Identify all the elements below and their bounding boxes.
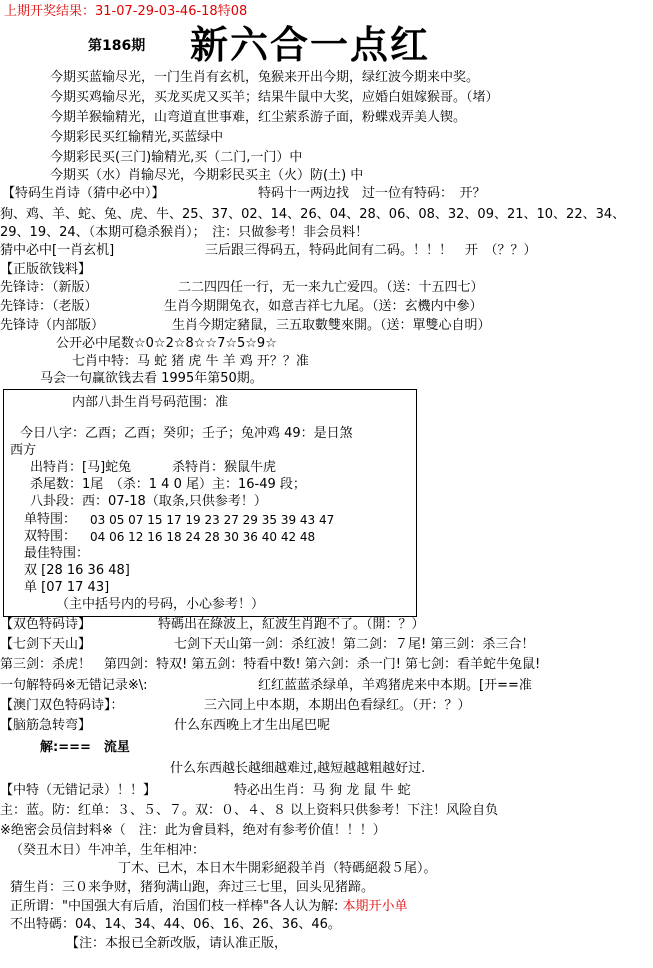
poem-tag: 【特码生肖诗（猜中必中）】: [2, 186, 165, 201]
buchu-line: 不出特碼：04、14、34、44、06、16、26、36、46。: [10, 917, 341, 932]
riddle-answer: 解:=== 流星: [40, 740, 130, 755]
intro-line: 今期羊猴输精光，山弯道直世事难，红尘萦系游子面，粉蝶戏弄美人锲。: [50, 110, 467, 125]
dan-best: 单 [07 17 43]: [24, 580, 110, 595]
xianfeng-text: 二二四四任一行，无一来九亡爱四。（送：十五四七）: [178, 280, 484, 295]
xianfeng-text: 生肖今期開兔衣，如意吉祥七九尾。（送：玄機内中參）: [164, 299, 483, 314]
naojin-tag: 【脑筋急转弯】: [0, 718, 92, 733]
color-text: 特碼出在綠波上，紅波生肖跑不了。（開：？）: [158, 617, 425, 632]
zhengban-tag: 【正版欲钱料】: [0, 262, 92, 277]
poem-numbers-2: 29、19、24、（本期可稳杀猴肖）； 注：只做参考！非会员料！: [0, 225, 369, 240]
dan-label: 单特围：: [24, 512, 77, 527]
intro-line: 今期彩民买(三门)输精光,买（二门,一门）中: [50, 150, 303, 165]
zhongte-tag: 【中特（无错记录）！！】: [0, 783, 157, 798]
horse-line: 马会一句赢欲钱去看 1995年第50期。: [40, 371, 263, 386]
last-result: 上期开奖结果：31-07-29-03-46-18特08: [4, 4, 248, 19]
riddle-text: 什么东西越长越细越难过,越短越越粗越好过.: [170, 761, 426, 776]
poem-text: 特码十一两边找 过一位有特码： 开？: [258, 186, 486, 201]
box-note: （主中括号内的号码，小心参考！）: [56, 597, 265, 612]
zhu-line: 主：蓝。防：红单：３、５、７。双：０、４、８ 以上资料只供参考！下注！风险自负: [0, 803, 499, 818]
sha-wei-shu: 杀尾数：1尾 （杀：1 4 0 尾）主：16-49 段；: [30, 477, 306, 492]
bagua-duan: 八卦段：西：07-18（取条,只供参考！）: [30, 494, 267, 509]
zhongte-text: 特必出生肖：马 狗 龙 鼠 牛 蛇: [234, 783, 411, 798]
yiju-tag: 一句解特码※无错记录※\:: [0, 678, 148, 693]
cai-line: 猜生肖：三０来争财，猪狗满山跑，奔过三七里，回头见猪蹄。: [10, 880, 375, 895]
zhengjie-answer: 本期开小单: [342, 899, 408, 914]
box-title: 内部八卦生肖号码范围：准: [72, 395, 229, 410]
poem-numbers: 狗、鸡、羊、蛇、兔、虎、牛、25、37、02、14、26、04、28、06、08、32、09、21、10、22、34、: [0, 207, 626, 222]
zhengjie-text: 正所谓："中国强大有后盾，治国们枝一样棒"各人认为解:: [10, 899, 339, 914]
xianfeng-label: 先锋诗：（老版）: [0, 299, 98, 314]
aomen-tag: 【澳门双色特码诗】：: [0, 698, 124, 713]
aomen-text: 三六同上中本期，本期出色看绿红。（开：？）: [204, 698, 471, 713]
shuang-label: 双特围：: [24, 529, 77, 544]
intro-line: 今期彩民买红输精光,买蓝绿中: [50, 130, 224, 145]
intro-line: 今期买（水）肖输尽光，今期彩民买主（火）防(土) 中: [50, 168, 364, 183]
jimi-line: ※绝密会员信封料※（ 注：此为會員料，绝对有参考价值！！！）: [0, 823, 386, 838]
bazi-2: 西方: [10, 443, 37, 458]
color-tag: 【双色特码诗】: [0, 617, 92, 632]
xianfeng-label: 先锋诗（内部版）: [0, 318, 105, 333]
naojin-text: 什么东西晚上才生出尾巴呢: [174, 718, 331, 733]
qijian-text: 七剑下天山第一剑：杀红波！第二剑：７尾! 第三剑：杀三合！: [174, 637, 535, 652]
qijian-line-2: 第三剑：杀虎！ 第四剑：特双! 第五剑：特看中数! 第六剑：杀一门! 第七剑：看羊蛇牛兔鼠!: [0, 657, 541, 672]
seven-line: 七肖中特：马 蛇 猪 虎 牛 羊 鸡 开？？准: [72, 354, 309, 369]
qijian-tag: 【七剑下天山】: [0, 637, 92, 652]
tail-line: 公开必中尾数☆0☆2☆8☆☆7☆5☆9☆: [56, 336, 277, 351]
footer-note: 【注：本报已全新改版，请认准正版，: [66, 936, 288, 951]
dan-numbers: 03 05 07 15 17 19 23 27 29 35 39 43 47: [90, 513, 335, 527]
guess-tag: 猜中必中[一肖玄机]: [0, 243, 115, 258]
xianfeng-label: 先锋诗：（新版）: [0, 280, 98, 295]
shuang-best: 双 [28 16 36 48]: [24, 563, 130, 578]
page-title: 新六合一点红: [190, 22, 431, 67]
issue-number: 第186期: [88, 38, 146, 54]
bazi: 今日八字：乙酉；乙酉；癸卯；壬子；兔冲鸡 49：是日煞: [20, 426, 353, 441]
xianfeng-text: 生肖今期定豬鼠，三五取數雙來開。（送：單雙心自明）: [172, 318, 491, 333]
shuang-numbers: 04 06 12 16 18 24 28 30 36 40 42 48: [90, 530, 316, 544]
guess-text: 三后跟三得码五，特码此间有二码。！！！ 开 （？？）: [205, 243, 537, 258]
zhengjie-line: [10, 899, 408, 915]
dingmu-line: 丁木、已木，本日木牛開彩絕殺羊肖（特碼絕殺５尾）。: [118, 861, 437, 876]
chu-te-xiao: 出特肖：[马]蛇兔: [30, 460, 132, 475]
yiju-text: 红红蓝蓝杀绿单，羊鸡猪虎来中本期。[开==准: [258, 678, 532, 693]
intro-line: 今期买蓝输尽光，一门生肖有玄机，兔猴来开出今期，绿红波今期来中奖。: [50, 70, 480, 85]
best-label: 最佳特围：: [24, 546, 90, 561]
guichou-line: （癸丑木日）牛冲羊，生年相冲：: [10, 843, 206, 858]
sha-te-xiao: 杀特肖：猴鼠牛虎: [172, 460, 277, 475]
intro-line: 今期买鸡输尽光，买龙买虎又买羊；结果牛鼠中大奖，应婚白姐嫁猴哥。（堵）: [50, 90, 499, 105]
